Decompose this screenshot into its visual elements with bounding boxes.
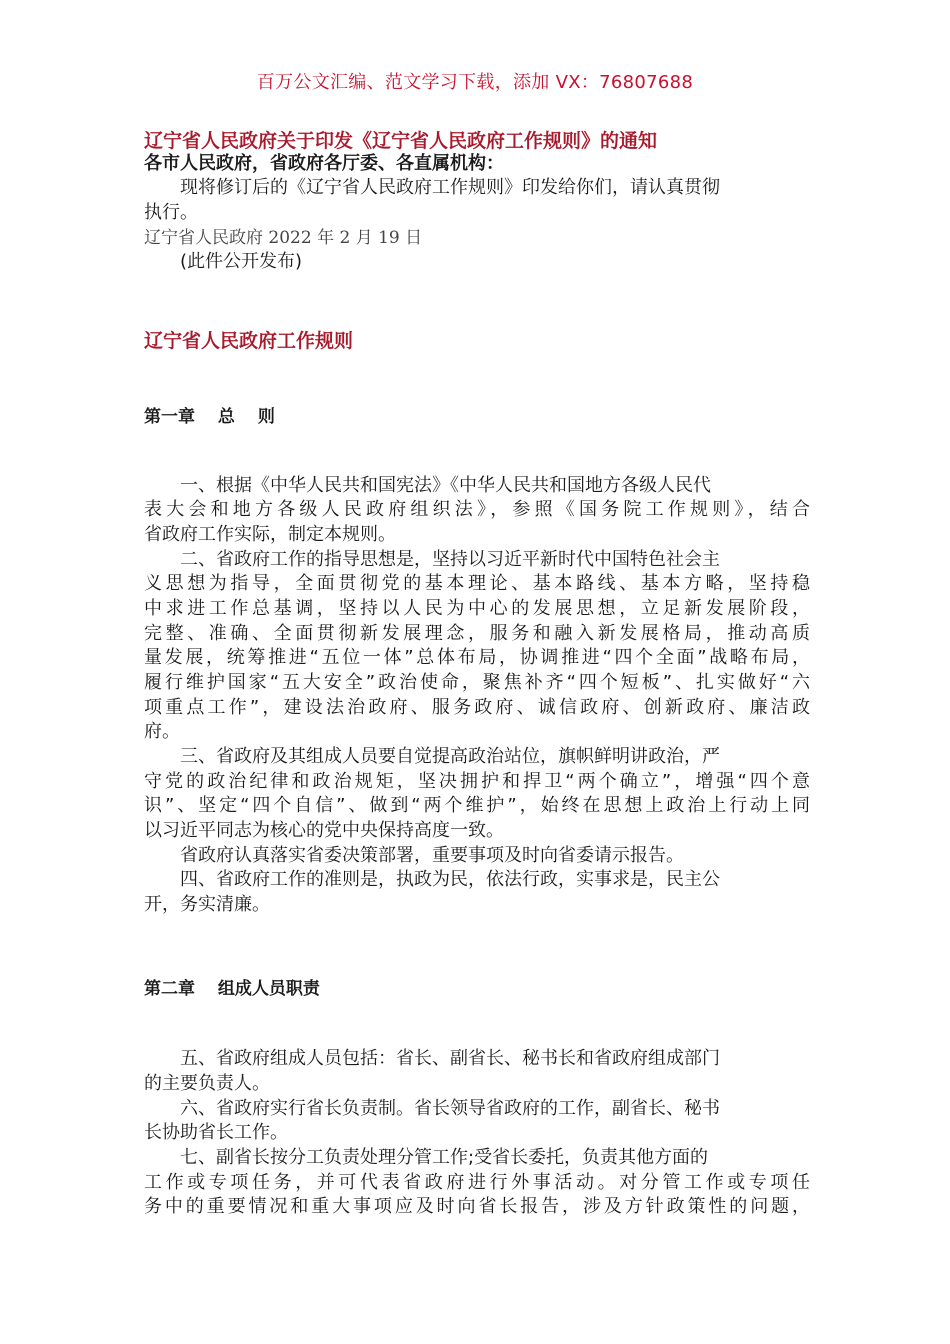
- paragraph-line: 省政府工作实际，制定本规则。: [144, 524, 396, 545]
- notice-title: 辽宁省人民政府关于印发《辽宁省人民政府工作规则》的通知: [144, 130, 658, 152]
- notice-body-line: 现将修订后的《辽宁省人民政府工作规则》印发给你们，请认真贯彻: [180, 177, 720, 198]
- paragraph-line: 二、省政府工作的指导思想是，坚持以习近平新时代中国特色社会主: [180, 549, 720, 570]
- paragraph-line: 府。: [144, 721, 180, 742]
- publish-note: (此件公开发布): [180, 251, 303, 272]
- notice-body-line: 执行。: [144, 202, 198, 223]
- paragraph-line: 工作或专项任务，并可代表省政府进行外事活动。对分管工作或专项任: [144, 1172, 810, 1193]
- paragraph-line: 务中的重要情况和重大事项应及时向省长报告，涉及方针政策性的问题，: [144, 1196, 810, 1217]
- paragraph-line: 三、省政府及其组成人员要自觉提高政治站位，旗帜鲜明讲政治，严: [180, 746, 720, 767]
- doc-title: 辽宁省人民政府工作规则: [144, 330, 354, 352]
- paragraph-line: 量发展，统筹推进“五位一体”总体布局，协调推进“四个全面”战略布局，: [144, 647, 810, 668]
- paragraph-line: 五、省政府组成人员包括：省长、副省长、秘书长和省政府组成部门: [180, 1048, 720, 1069]
- paragraph-line: 表大会和地方各级人民政府组织法》，参照《国务院工作规则》，结合: [144, 499, 810, 520]
- paragraph-line: 履行维护国家“五大安全”政治使命，聚焦补齐“四个短板”、扎实做好“六: [144, 672, 810, 693]
- header-banner: 百万公文汇编、范文学习下载，添加 VX：76807688: [256, 72, 694, 93]
- chapter-heading: 第一章 总 则: [144, 407, 275, 427]
- paragraph-line: 开，务实清廉。: [144, 894, 270, 915]
- paragraph-line: 义思想为指导，全面贯彻党的基本理论、基本路线、基本方略，坚持稳: [144, 573, 810, 594]
- paragraph-line: 长协助省长工作。: [144, 1122, 288, 1143]
- paragraph-line: 项重点工作”，建设法治政府、服务政府、诚信政府、创新政府、廉洁政: [144, 697, 810, 718]
- paragraph-line: 以习近平同志为核心的党中央保持高度一致。: [144, 820, 504, 841]
- paragraph-line: 六、省政府实行省长负责制。省长领导省政府的工作，副省长、秘书: [180, 1098, 720, 1119]
- paragraph-line: 的主要负责人。: [144, 1073, 270, 1094]
- paragraph-line: 四、省政府工作的准则是，执政为民，依法行政，实事求是，民主公: [180, 869, 720, 890]
- paragraph-line: 中求进工作总基调，坚持以人民为中心的发展思想，立足新发展阶段，: [144, 598, 810, 619]
- paragraph-line: 七、副省长按分工负责处理分管工作;受省长委托，负责其他方面的: [180, 1147, 709, 1168]
- chapter-heading: 第二章 组成人员职责: [144, 979, 320, 999]
- paragraph-line: 一、根据《中华人民共和国宪法》《中华人民共和国地方各级人民代: [180, 475, 711, 496]
- notice-recipients: 各市人民政府，省政府各厅委、各直属机构：: [144, 153, 504, 174]
- notice-signature: 辽宁省人民政府 2022 年 2 月 19 日: [144, 228, 423, 248]
- paragraph-line: 完整、准确、全面贯彻新发展理念，服务和融入新发展格局，推动高质: [144, 623, 810, 644]
- paragraph-line: 省政府认真落实省委决策部署，重要事项及时向省委请示报告。: [180, 845, 684, 866]
- paragraph-line: 守党的政治纪律和政治规矩，坚决拥护和捍卫“两个确立”，增强“四个意: [144, 771, 810, 792]
- paragraph-line: 识”、坚定“四个自信”、做到“两个维护”，始终在思想上政治上行动上同: [144, 795, 810, 816]
